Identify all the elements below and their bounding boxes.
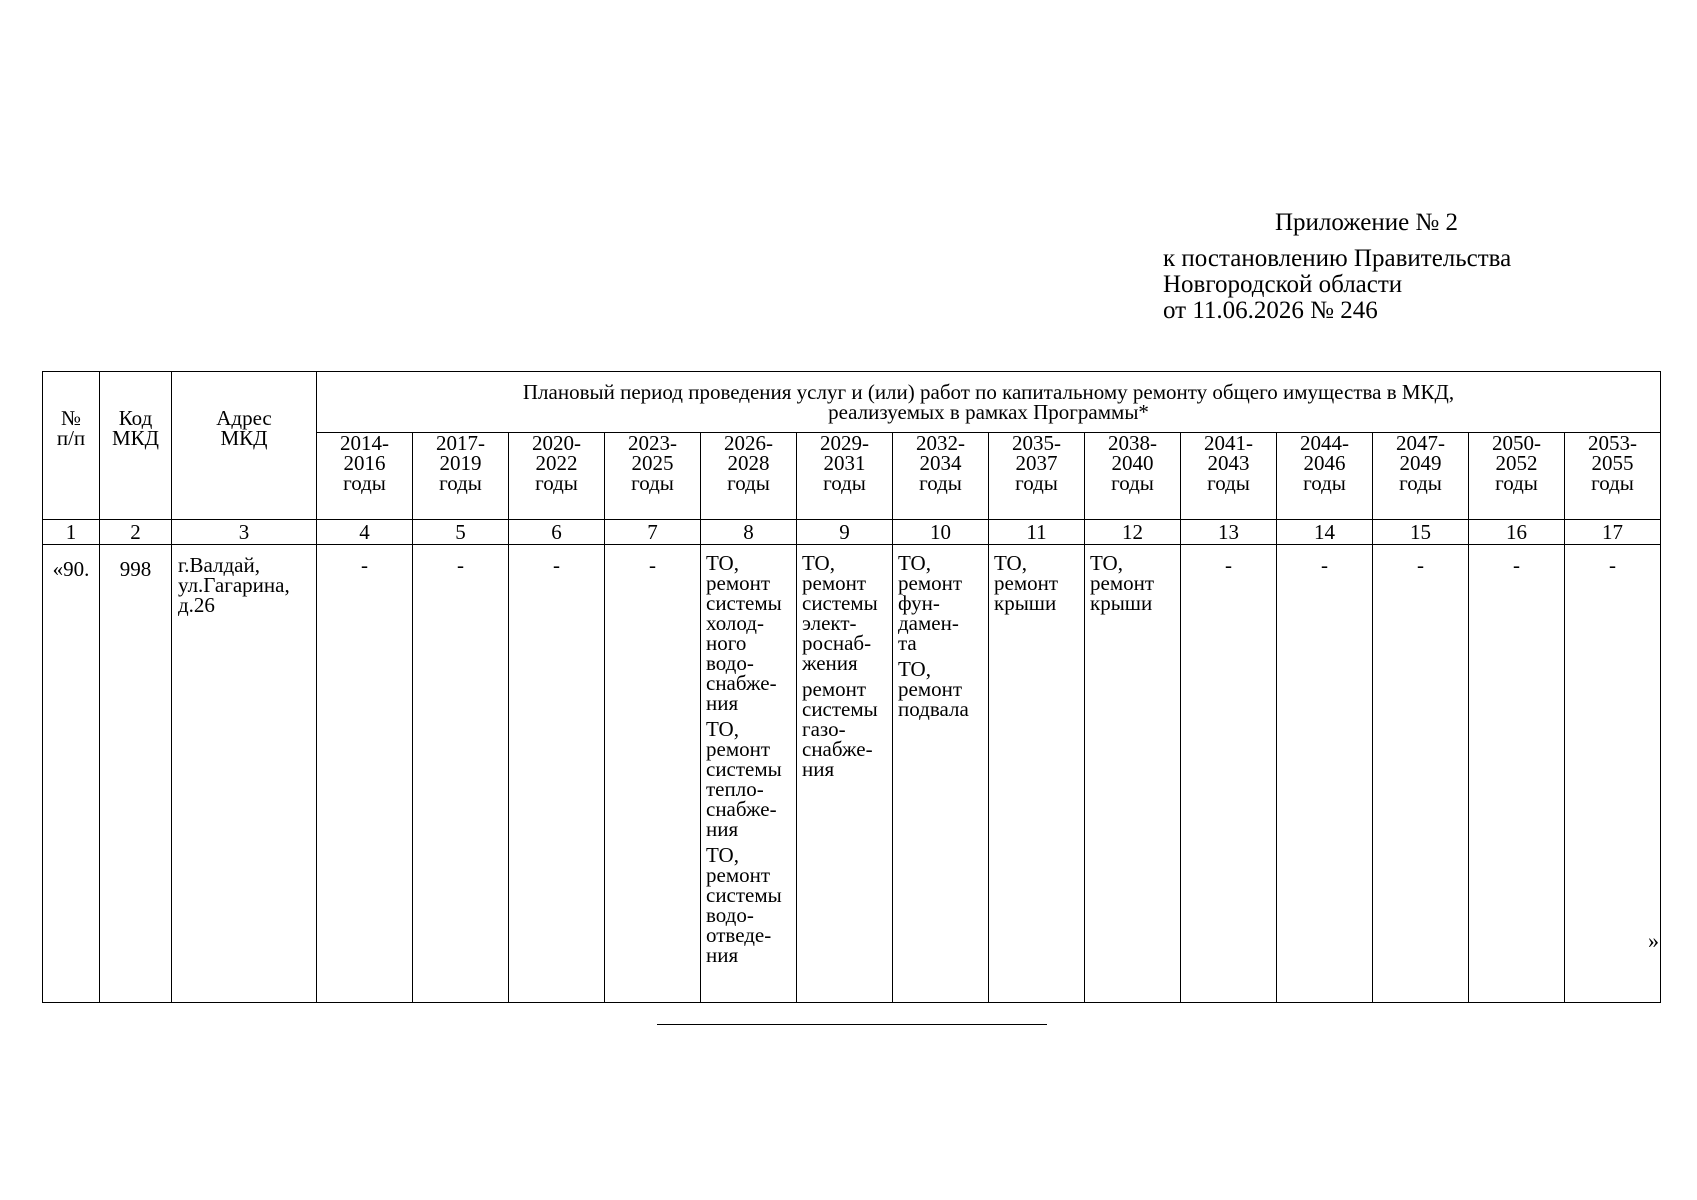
- column-number-17: 17: [1565, 520, 1661, 545]
- year-header-15: 2047- 2049 годы: [1373, 433, 1469, 520]
- period-cell-9: [797, 545, 893, 1003]
- annex-line-3: от 11.06.2026 № 246: [1163, 297, 1378, 324]
- header-num: № п/п: [43, 372, 100, 520]
- period-cell-7: -: [605, 545, 701, 1003]
- year-header-8: 2026- 2028 годы: [701, 433, 797, 520]
- work-item: ТО, ремонт системы тепло- снабже- ния: [706, 717, 782, 841]
- column-number-9: 9: [797, 520, 893, 545]
- row-address: г.Валдай, ул.Гагарина, д.26: [172, 545, 317, 1003]
- year-header-6: 2020- 2022 годы: [509, 433, 605, 520]
- table-row: [43, 545, 1661, 1003]
- column-number-10: 10: [893, 520, 989, 545]
- year-header-4: 2014- 2016 годы: [317, 433, 413, 520]
- period-cell-15: -: [1373, 545, 1469, 1003]
- column-number-2: 2: [100, 520, 172, 545]
- column-number-12: 12: [1085, 520, 1181, 545]
- work-item: ремонт системы газо- снабже- ния: [802, 677, 878, 781]
- work-item: ТО, ремонт фун- дамен- та: [898, 551, 963, 655]
- work-item: ТО, ремонт системы элект- роснаб- жения: [802, 551, 878, 675]
- year-header-13: 2041- 2043 годы: [1181, 433, 1277, 520]
- year-header-9: 2029- 2031 годы: [797, 433, 893, 520]
- column-number-11: 11: [989, 520, 1085, 545]
- work-item: ТО, ремонт системы холод- ного водо- снабже- ния: [706, 551, 782, 715]
- period-cell-13: -: [1181, 545, 1277, 1003]
- period-title-line-2: реализуемых в рамках Программы*: [828, 400, 1149, 424]
- annex-block: [1163, 210, 1511, 324]
- row-code: 998: [100, 545, 172, 1003]
- period-cell-17: -: [1565, 545, 1661, 1003]
- work-item: ТО, ремонт крыши: [1090, 551, 1155, 615]
- period-cell-8: [701, 545, 797, 1003]
- repair-schedule-table: [42, 371, 1661, 1003]
- work-item: ТО, ремонт подвала: [898, 657, 969, 721]
- work-item: ТО, ремонт крыши: [994, 551, 1059, 615]
- period-cell-4: -: [317, 545, 413, 1003]
- year-header-14: 2044- 2046 годы: [1277, 433, 1373, 520]
- header-row-top: [43, 372, 1661, 433]
- column-number-5: 5: [413, 520, 509, 545]
- period-cell-14: -: [1277, 545, 1373, 1003]
- header-address: Адрес МКД: [172, 372, 317, 520]
- work-item: ТО, ремонт системы водо- отведе- ния: [706, 843, 782, 967]
- header-period: [317, 372, 1661, 433]
- column-number-3: 3: [172, 520, 317, 545]
- period-cell-6: -: [509, 545, 605, 1003]
- year-header-5: 2017- 2019 годы: [413, 433, 509, 520]
- period-cell-11: [989, 545, 1085, 1003]
- column-number-13: 13: [1181, 520, 1277, 545]
- year-header-16: 2050- 2052 годы: [1469, 433, 1565, 520]
- period-cell-5: -: [413, 545, 509, 1003]
- column-number-6: 6: [509, 520, 605, 545]
- year-header-10: 2032- 2034 годы: [893, 433, 989, 520]
- year-header-11: 2035- 2037 годы: [989, 433, 1085, 520]
- column-number-8: 8: [701, 520, 797, 545]
- column-number-14: 14: [1277, 520, 1373, 545]
- column-number-1: 1: [43, 520, 100, 545]
- column-number-16: 16: [1469, 520, 1565, 545]
- period-cell-10: [893, 545, 989, 1003]
- closing-quote: »: [1648, 928, 1659, 953]
- annex-title: Приложение № 2: [1275, 209, 1459, 236]
- column-number-row: [43, 520, 1661, 545]
- header-code: Код МКД: [100, 372, 172, 520]
- footer-divider: [657, 1024, 1047, 1025]
- column-number-4: 4: [317, 520, 413, 545]
- year-header-17: 2053- 2055 годы: [1565, 433, 1661, 520]
- period-cell-16: -: [1469, 545, 1565, 1003]
- year-header-7: 2023- 2025 годы: [605, 433, 701, 520]
- row-num: «90.: [43, 545, 100, 1003]
- year-header-12: 2038- 2040 годы: [1085, 433, 1181, 520]
- period-cell-12: [1085, 545, 1181, 1003]
- annex-line-1: к постановлению Правительства: [1163, 245, 1512, 272]
- column-number-15: 15: [1373, 520, 1469, 545]
- annex-line-2: Новгородской области: [1163, 271, 1403, 298]
- period-title-line-1: Плановый период проведения услуг и (или) работ по капитальному ремонту общего имущества в МКД,: [522, 380, 1455, 404]
- column-number-7: 7: [605, 520, 701, 545]
